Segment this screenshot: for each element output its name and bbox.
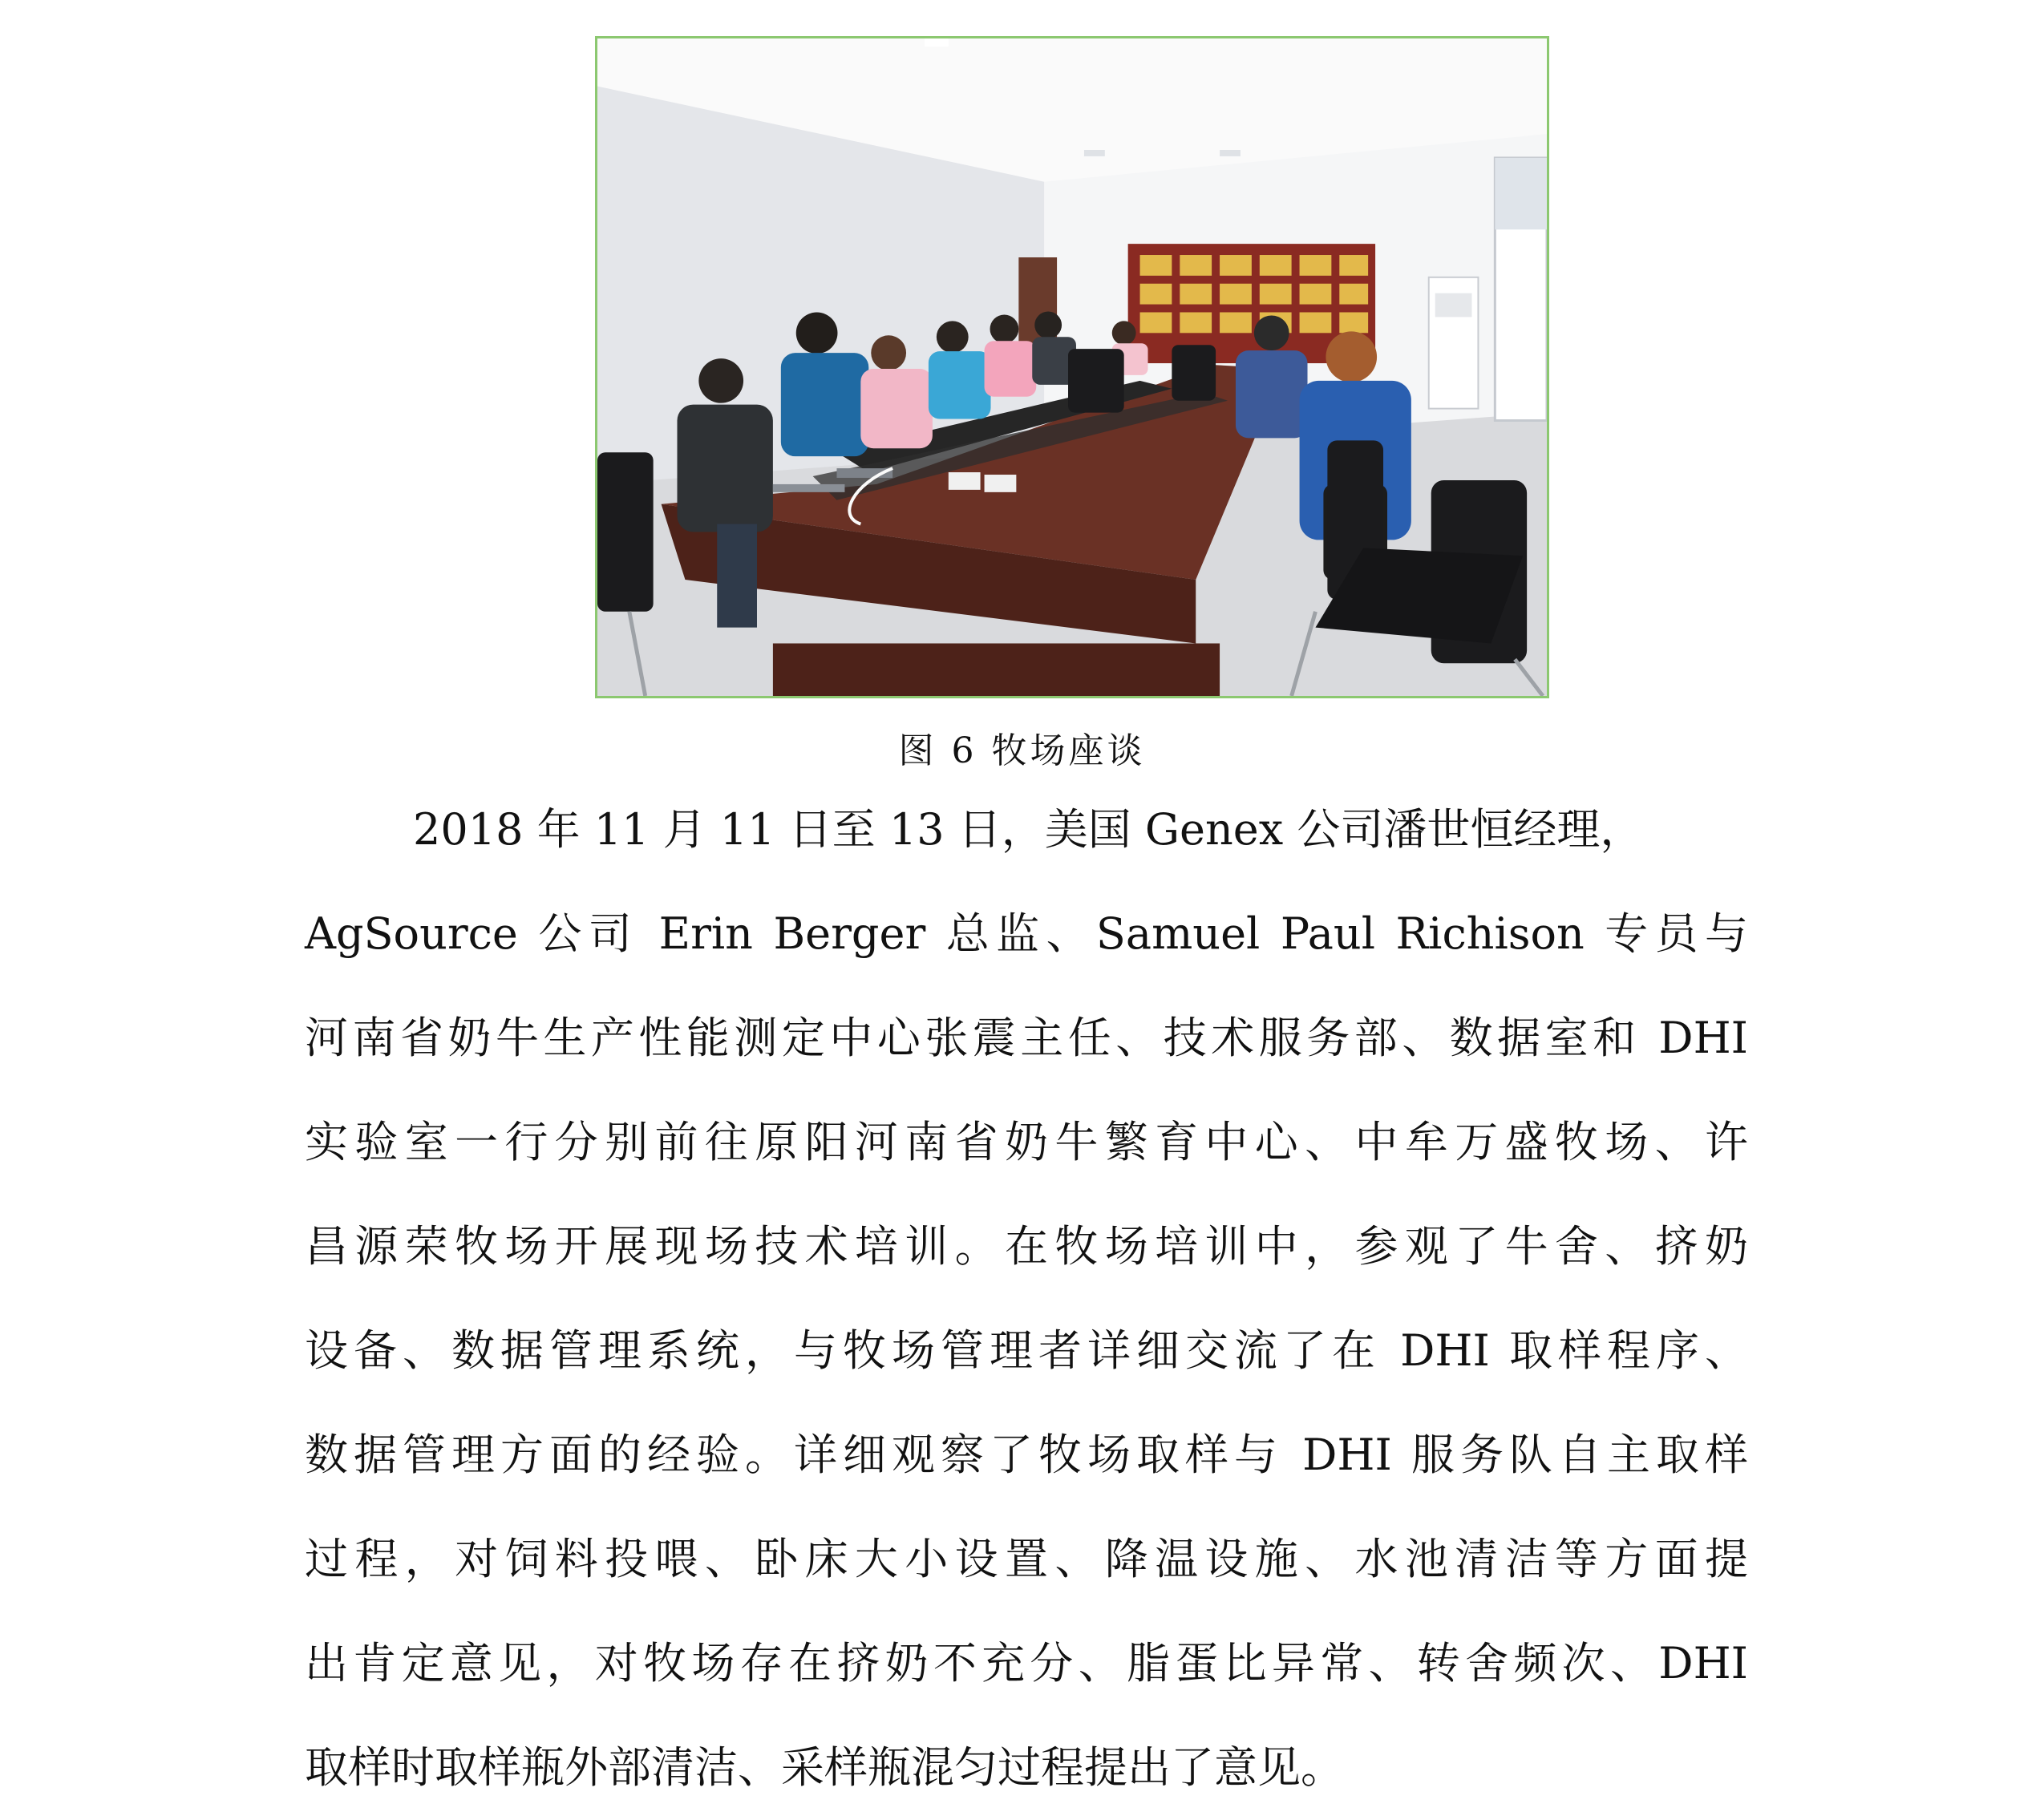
figure-caption: 图 6 牧场座谈 [898,730,1146,771]
paragraph-line-5: 昌源荣牧场开展现场技术培训。在牧场培训中，参观了牛舍、挤奶 [305,1221,1748,1272]
paragraph-line-3: 河南省奶牛生产性能测定中心张震主任、技术服务部、数据室和 DHI [305,1013,1748,1063]
meeting-photo [595,36,1549,698]
paragraph-line-2: AgSource 公司 Erin Berger 总监、Samuel Paul Richison 专员与 [305,908,1748,959]
meeting-photo-illustration [597,38,1547,696]
paragraph-line-1: 2018 年 11 月 11 日至 13 日，美国 Genex 公司潘世恒经理， [413,804,1644,855]
paragraph-line-9: 出肯定意见，对牧场存在挤奶不充分、脂蛋比异常、转舍频次、DHI [305,1638,1748,1689]
paragraph-line-6: 设备、数据管理系统，与牧场管理者详细交流了在 DHI 取样程序、 [305,1325,1748,1376]
paragraph-line-10: 取样时取样瓶外部清洁、采样瓶混匀过程提出了意见。 [305,1742,1344,1793]
paragraph-line-7: 数据管理方面的经验。详细观察了牧场取样与 DHI 服务队自主取样 [305,1430,1748,1480]
paragraph-line-8: 过程，对饲料投喂、卧床大小设置、降温设施、水池清洁等方面提 [305,1534,1748,1584]
paragraph-line-4: 实验室一行分别前往原阳河南省奶牛繁育中心、中牟万盛牧场、许 [305,1117,1748,1167]
